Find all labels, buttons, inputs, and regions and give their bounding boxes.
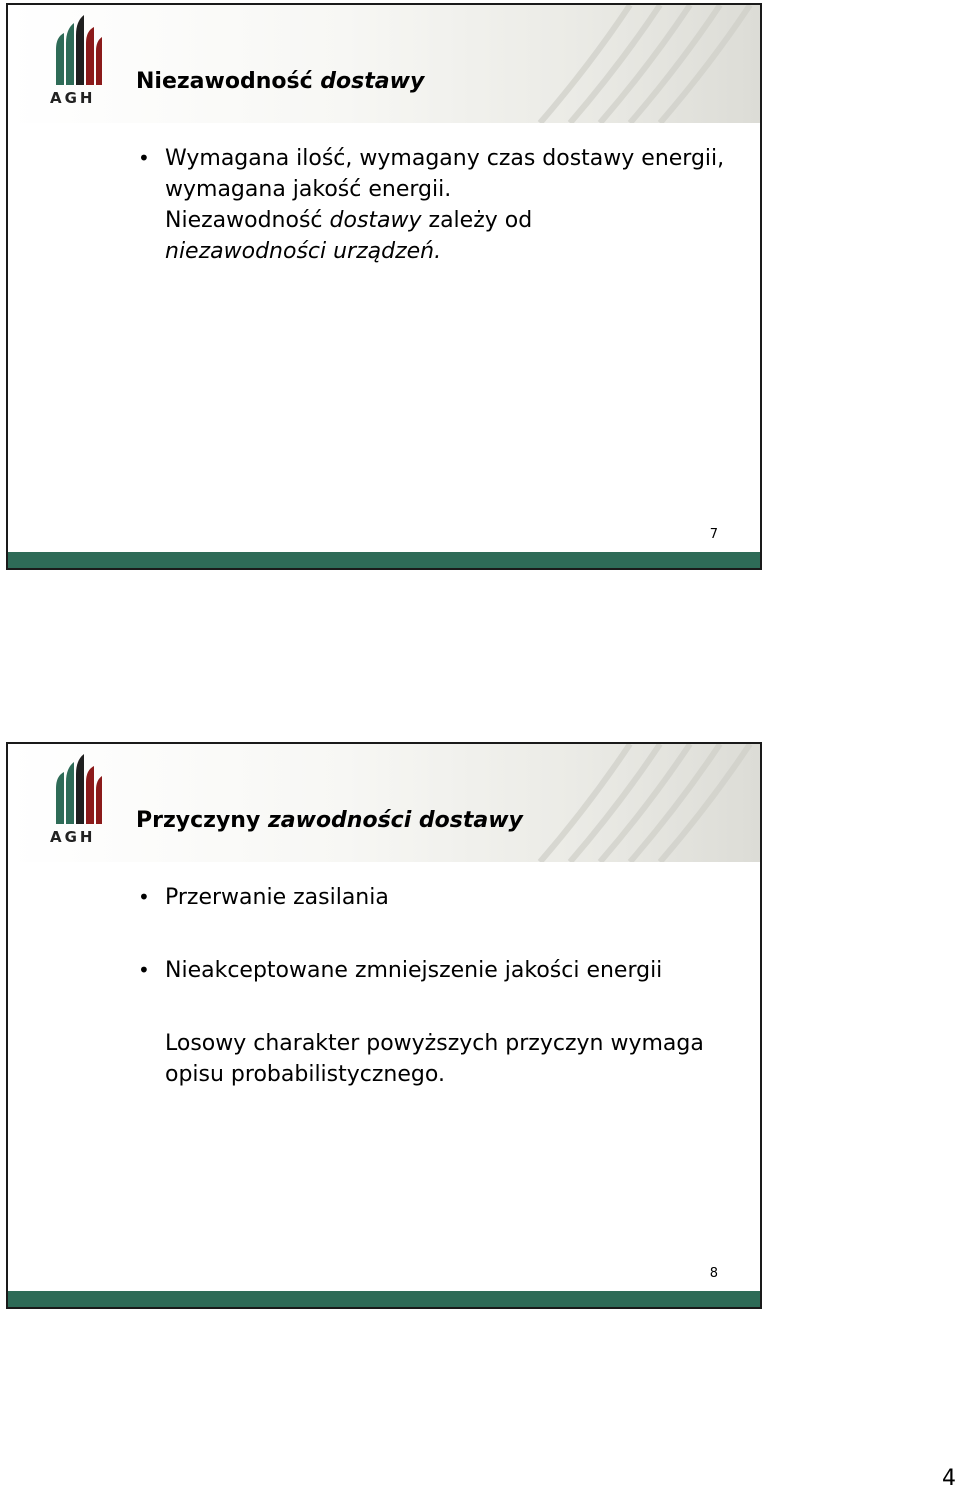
- body-line-italic: niezawodności urządzeń.: [165, 239, 442, 264]
- slide-header: [8, 744, 760, 862]
- footer-bar: [8, 552, 760, 568]
- slide-8: [6, 742, 762, 1309]
- logo-text: AGH: [50, 828, 96, 846]
- header-stripes-decoration: [500, 744, 760, 862]
- body-paragraph: Losowy charakter powyższych przyczyn wymaga opisu probabilistycznego.: [165, 1031, 704, 1087]
- slide-body: [138, 143, 730, 267]
- slide-title: Niezawodność dostawy: [136, 69, 425, 94]
- slide-body: [138, 882, 730, 1090]
- slide-7: [6, 3, 762, 570]
- slide-number: 8: [709, 1266, 718, 1281]
- bullet-item: • Nieakceptowane zmniejszenie jakości energii: [138, 955, 730, 986]
- body-line: Niezawodność dostawy zależy od: [165, 208, 533, 233]
- bullet-item: • Przerwanie zasilania: [138, 882, 730, 913]
- logo-text: AGH: [50, 89, 96, 107]
- slide-number: 7: [709, 527, 718, 542]
- page-number: 4: [942, 1466, 956, 1491]
- bullet-item: • Wymagana ilość, wymagany czas dostawy energii, wymagana jakość energii.: [138, 143, 730, 205]
- slide-title: Przyczyny zawodności dostawy: [136, 808, 523, 833]
- footer-bar: [8, 1291, 760, 1307]
- slide-header: [8, 5, 760, 123]
- header-stripes-decoration: [500, 5, 760, 123]
